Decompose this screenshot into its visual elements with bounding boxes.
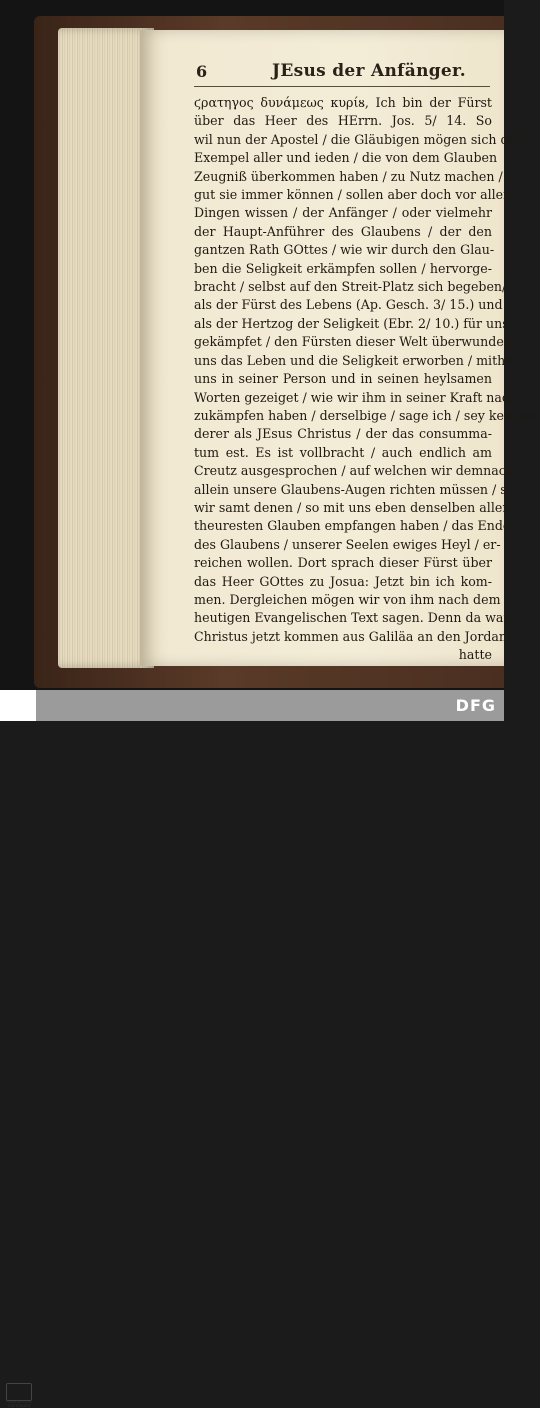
text-line: als der Hertzog der Seligkeit (Ebr. 2/ 10.) für uns xyxy=(194,315,509,331)
page-number: 6 xyxy=(196,62,208,81)
text-line: heutigen Evangelischen Text sagen. Denn da war xyxy=(194,610,510,626)
running-title: JEsus der Anfänger. xyxy=(272,61,466,81)
text-line: als der Fürst des Lebens (Ap. Gesch. 3/ 15.) und xyxy=(194,297,503,313)
text-line: der Haupt-Anführer des Glaubens / der den xyxy=(194,223,492,239)
text-line: des Glaubens / unserer Seelen ewiges Heyl / er- xyxy=(194,536,501,552)
text-line: Christus jetzt kommen aus Galiläa an den Jordan/ xyxy=(194,628,512,644)
text-line: derer als JEsus Christus / der das consumma- xyxy=(194,426,492,442)
text-line: Dingen wissen / der Anfänger / oder vielmehr xyxy=(194,205,492,221)
text-line: theuresten Glauben empfangen haben / das Ende xyxy=(194,518,511,534)
text-line: Zeugniß überkommen haben / zu Nutz machen / so xyxy=(194,168,521,184)
text-line: uns das Leben und die Seligkeit erworben / mithin xyxy=(194,352,518,368)
text-line: wil nun der Apostel / die Gläubigen mögen sich die xyxy=(194,131,521,147)
header-rule xyxy=(194,86,490,87)
text-line: gut sie immer können / sollen aber doch vor allen xyxy=(194,187,512,203)
text-line: zukämpfen haben / derselbige / sage ich / sey kein an- xyxy=(194,407,540,423)
text-line: über das Heer des HErrn. Jos. 5/ 14. So xyxy=(194,113,492,129)
text-line: uns in seiner Person und in seinen heylsamen xyxy=(194,371,492,387)
body-text xyxy=(194,94,540,665)
logo-text: FRANCKESCHE STIFTUNGEN xyxy=(6,1400,32,1408)
seal-icon xyxy=(6,1383,32,1401)
dfg-logo: DFG xyxy=(455,696,496,715)
text-line: bracht / selbst auf den Streit-Platz sich begeben/ xyxy=(194,279,507,295)
text-line: gantzen Rath GOttes / wie wir durch den Glau- xyxy=(194,242,495,258)
text-line: gekämpfet / den Fürsten dieser Welt überwunden/ xyxy=(194,334,517,350)
viewer-footer-bar xyxy=(0,690,504,721)
text-line: ben die Seligkeit erkämpfen sollen / hervorge- xyxy=(194,260,492,276)
text-line: reichen wollen. Dort sprach dieser Fürst über xyxy=(194,555,492,571)
text-line: wir samt denen / so mit uns eben denselben aller- xyxy=(194,499,513,515)
text-line: Worten gezeiget / wie wir ihm in seiner Kraft nach- xyxy=(194,389,522,405)
text-line: hatte xyxy=(458,647,492,663)
institution-logo[interactable] xyxy=(0,690,36,1408)
text-line: ϛρατηγος δυνάμεως κυρίᴕ, Ich bin der Fürst xyxy=(194,95,492,110)
text-line: allein unsere Glaubens-Augen richten müssen / so xyxy=(194,481,515,497)
text-line: men. Dergleichen mögen wir von ihm nach dem xyxy=(194,591,501,607)
text-line: das Heer GOttes zu Josua: Jetzt bin ich kom- xyxy=(194,573,492,589)
text-line: Exempel aller und ieden / die von dem Glauben xyxy=(194,150,498,166)
text-line: Creutz ausgesprochen / auf welchen wir demnach xyxy=(194,463,514,479)
text-line: tum est. Es ist vollbracht / auch endlich am xyxy=(194,444,492,460)
